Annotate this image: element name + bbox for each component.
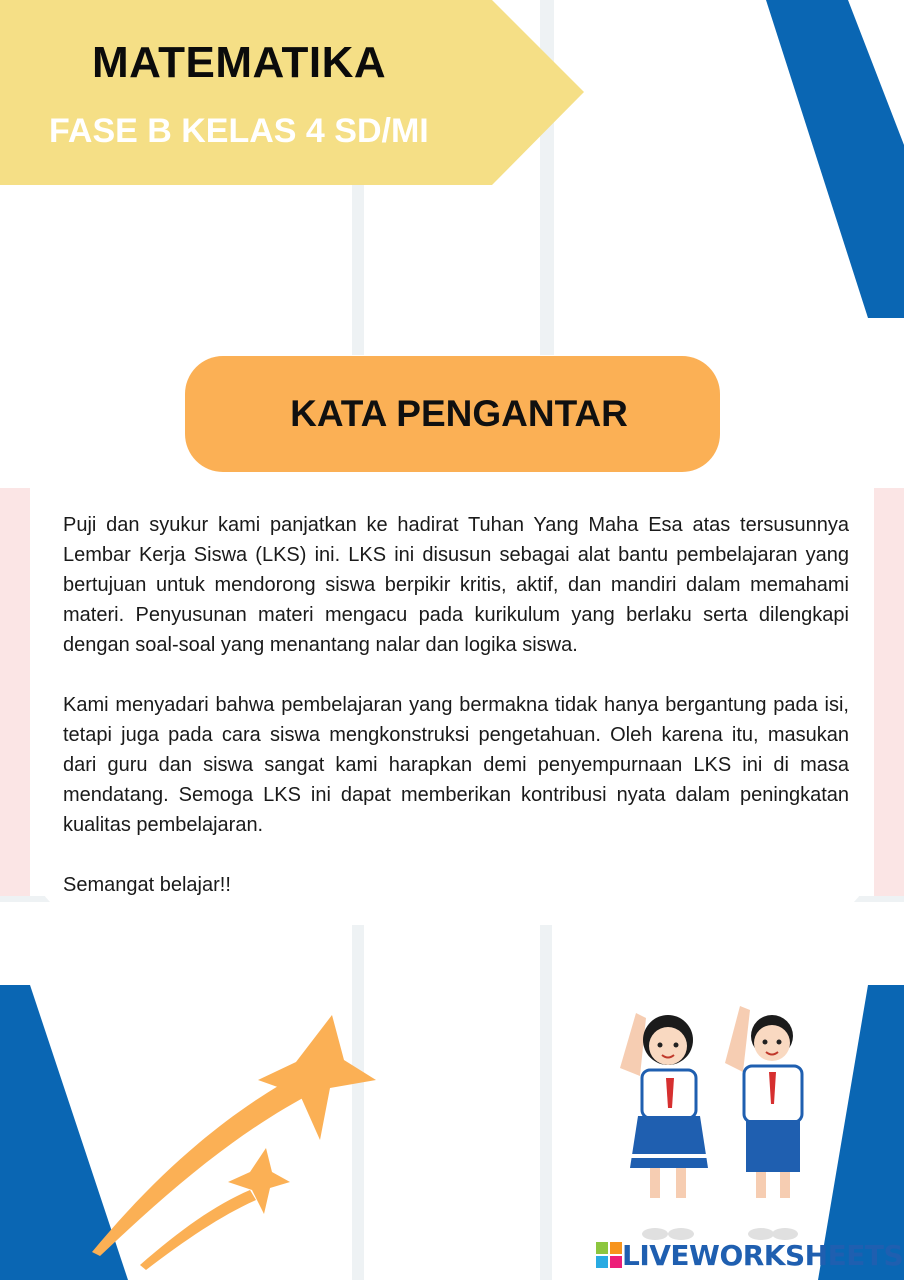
bg-pink-right (874, 488, 904, 898)
blue-stripe-bottom-right (818, 985, 904, 1280)
page-title: MATEMATIKA (92, 38, 387, 87)
section-heading: KATA PENGANTAR (290, 393, 628, 434)
liveworksheets-logo-icon (596, 1242, 622, 1268)
paragraph-1: Puji dan syukur kami panjatkan ke hadirat Tuhan Yang Maha Esa atas tersusunnya Lembar Kerja Siswa (LKS) ini. LKS ini disusun sebagai alat bantu pembelajaran yang bertujuan untuk mendorong siswa berpikir kritis, aktif, dan mandiri dalam memahami materi. Penyusunan materi mengacu pada kurikulum yang berlaku serta dilengkapi dengan soal-soal yang menantang nalar dan logika siswa. (63, 514, 849, 656)
page-subtitle: FASE B KELAS 4 SD/MI (49, 112, 429, 150)
blue-stripe-top-right (766, 0, 904, 318)
paragraph-2: Kami menyadari bahwa pembelajaran yang bermakna tidak hanya bergantung pada isi, tetapi juga pada cara siswa mengkonstruksi pengetahuan. Oleh karena itu, masukan dari guru dan siswa sangat kami harapkan demi penyempurnaan LKS ini di masa mendatang. Semoga LKS ini dapat memberikan kontribusi nyata dalam peningkatan kualitas pembelajaran. (63, 694, 849, 836)
girl-figure (620, 1013, 708, 1240)
watermark-text: LIVEWORKSHEETS (622, 1238, 904, 1272)
closing-text: Semangat belajar!! (63, 874, 231, 896)
liveworksheets-watermark (596, 1238, 903, 1272)
bg-stripe-2 (352, 185, 364, 355)
boy-figure (725, 1006, 802, 1240)
bg-pink-left (0, 488, 30, 898)
title-banner (0, 0, 584, 185)
bg-stripe-4 (540, 925, 552, 1280)
content-body (63, 510, 849, 900)
students-saluting-illustration (600, 998, 830, 1243)
bg-stripe-3 (352, 925, 364, 1280)
